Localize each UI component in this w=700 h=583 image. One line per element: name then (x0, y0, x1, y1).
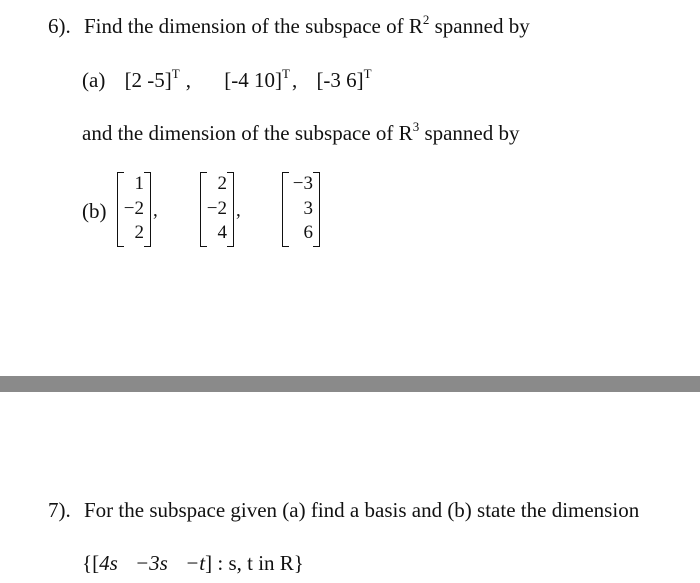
bracket-left (282, 172, 289, 247)
section-divider (0, 376, 700, 392)
set-entry-3: −t (185, 551, 206, 575)
vector-a2-sep: , (291, 68, 298, 92)
q7-set (82, 553, 304, 574)
vector-a2-transpose: T (281, 66, 290, 81)
vector-a2 (224, 66, 290, 92)
set-close: ] : s, t in R} (205, 551, 304, 575)
vector-b1-sep: , (153, 200, 158, 221)
part-b-label: (b) (82, 199, 107, 223)
vector-b2-entry-1: 2 (217, 173, 227, 194)
vector-b1-entry-3: 2 (134, 222, 144, 243)
bracket-right (227, 172, 234, 247)
q6-part-a (82, 66, 372, 92)
vector-a3 (316, 66, 372, 92)
set-entry-2: −3s (135, 551, 168, 575)
set-open: {[ (82, 551, 100, 575)
vector-b3-entry-1: −3 (292, 173, 313, 194)
bracket-right (144, 172, 151, 247)
and-superscript: 3 (412, 119, 420, 134)
q6-and-line (82, 119, 520, 145)
q7-line (48, 500, 639, 521)
q7-prompt: For the subspace given (a) find a basis and (b) state the dimension (84, 498, 640, 522)
vector-b2-entry-2: −2 (206, 198, 227, 219)
vector-b2 (200, 172, 234, 247)
vector-b1-entry-1: 1 (134, 173, 144, 194)
vector-a3-transpose: T (363, 66, 372, 81)
vector-a1-transpose: T (171, 66, 180, 81)
and-text: and the dimension of the subspace of R (82, 121, 413, 145)
set-entry-1: 4s (99, 551, 118, 575)
part-a-label: (a) (82, 68, 106, 92)
q6-prompt-superscript: 2 (422, 12, 430, 27)
q6-prompt-end: spanned by (434, 14, 530, 38)
and-end: spanned by (424, 121, 520, 145)
vector-a3-text: [-3 6] (316, 68, 364, 92)
vector-b2-sep: , (236, 200, 241, 221)
vector-a1-text: [2 -5] (124, 68, 172, 92)
vector-a1 (124, 66, 180, 92)
q7-number: 7). (48, 498, 71, 522)
bracket-right (313, 172, 320, 247)
q6-line (48, 12, 530, 38)
vector-a1-sep: , (185, 68, 191, 92)
q6-prompt: Find the dimension of the subspace of R (84, 14, 423, 38)
q6-number: 6). (48, 14, 71, 38)
vector-b2-entry-3: 4 (217, 222, 227, 243)
vector-a2-text: [-4 10] (224, 68, 282, 92)
vector-b1 (117, 172, 151, 247)
vector-b3-entry-2: 3 (303, 198, 313, 219)
vector-b1-entry-2: −2 (123, 198, 144, 219)
vector-b3 (282, 172, 320, 247)
vector-b3-entry-3: 6 (303, 222, 313, 243)
